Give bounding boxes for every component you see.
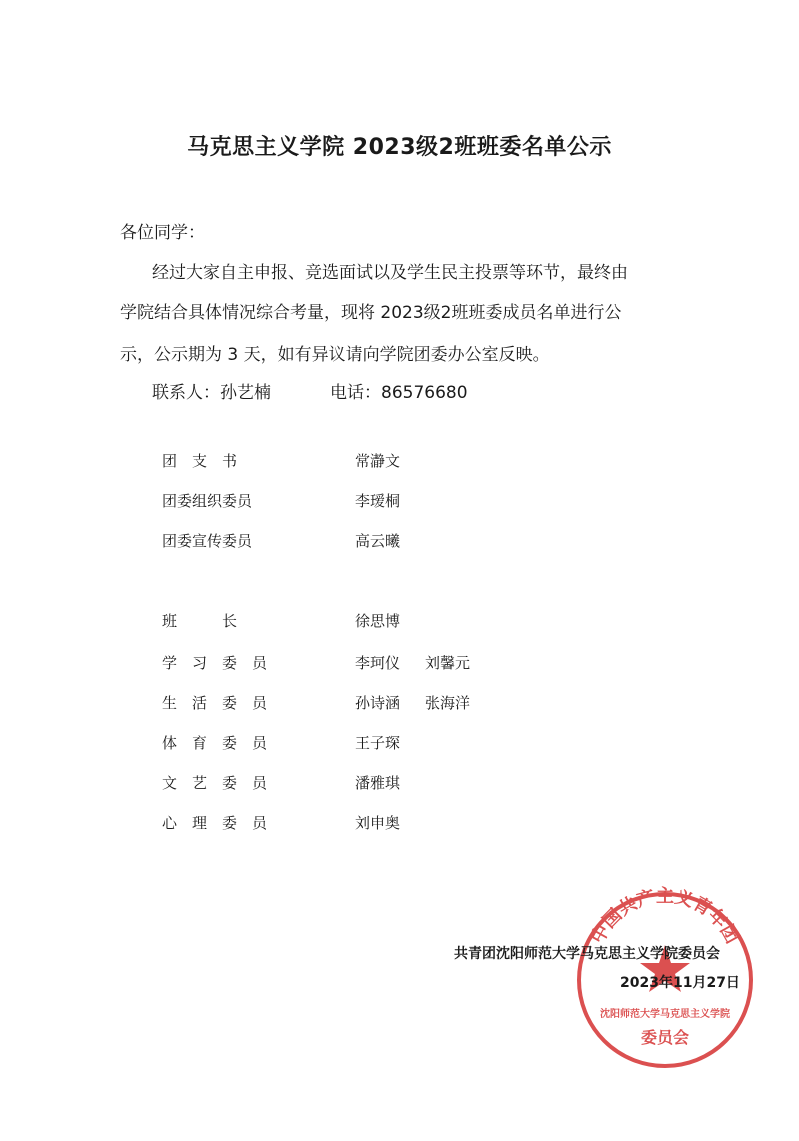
member-study-1: 李珂仪 [355, 654, 401, 672]
member-life-2: 张海洋 [425, 694, 471, 712]
role-psychology: 心 理 委 员 [162, 814, 268, 832]
role-life: 生 活 委 员 [162, 694, 268, 712]
seal-outer-text: 中国共产主义青年团 [587, 886, 743, 948]
role-sports: 体 育 委 员 [162, 734, 268, 752]
seal-inner-text: 沈阳师范大学马克思主义学院 [600, 1009, 730, 1020]
role-league-organization: 团委组织委员 [162, 492, 253, 510]
page-title: 马克思主义学院 2023级2班班委名单公示 [187, 135, 612, 160]
greeting: 各位同学： [120, 223, 205, 243]
member-life-1: 孙诗涵 [355, 694, 401, 712]
member-study-2: 刘馨元 [425, 654, 471, 672]
member-arts: 潘雅琪 [355, 774, 401, 792]
member-league-organization: 李瑷桐 [355, 492, 401, 510]
member-monitor: 徐思博 [355, 612, 401, 630]
member-league-secretary: 常瀞文 [355, 452, 401, 470]
member-psychology: 刘申奥 [355, 814, 401, 832]
role-arts: 文 艺 委 员 [162, 774, 268, 792]
member-league-publicity: 高云曦 [355, 532, 401, 550]
member-sports: 王子琛 [355, 734, 401, 752]
seal-bottom-text: 委员会 [640, 1028, 690, 1047]
role-monitor: 班 长 [162, 612, 238, 630]
role-league-publicity: 团委宣传委员 [162, 532, 253, 550]
issuing-organization: 共青团沈阳师范大学马克思主义学院委员会 [454, 946, 720, 962]
paragraph-line-1: 经过大家自主申报、竞选面试以及学生民主投票等环节，最终由 [152, 263, 628, 283]
paragraph-line-3: 示，公示期为 3 天，如有异议请向学院团委办公室反映。 [120, 345, 550, 365]
issue-date: 2023年11月27日 [620, 975, 740, 991]
contact-person: 联系人：孙艺楠 [152, 383, 271, 403]
role-study: 学 习 委 员 [162, 654, 268, 672]
role-league-secretary: 团 支 书 [162, 452, 238, 470]
paragraph-line-2: 学院结合具体情况综合考量，现将 2023级2班班委成员名单进行公 [120, 303, 622, 323]
contact-phone: 电话：86576680 [330, 383, 468, 403]
